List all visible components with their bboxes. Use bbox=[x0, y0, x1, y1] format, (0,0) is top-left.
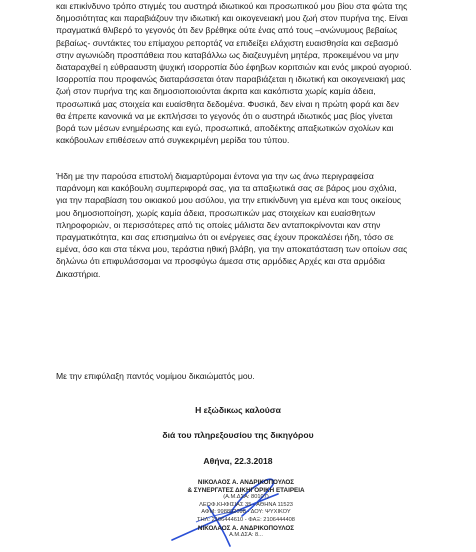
paragraph-2-line: εμένα, όσο και στα τέκνα μου, τεράστια ηθική βλάβη, για την αποκατάσταση των οποίων σας bbox=[56, 244, 408, 255]
paragraph-2-line: παράνομη και κακόβουλη συμπεριφορά σας, για τα απαξιωτικά σας σε βάρος μου σχόλια, bbox=[56, 183, 397, 194]
paragraph-3: Με την επιφύλαξη παντός νομίμου δικαιώματός μου. bbox=[56, 371, 255, 381]
paragraph-1-line: προσωπικά μας στοιχεία και ευαίσθητα δεδομένα. Φυσικά, δεν είναι η πρώτη φορά και δεν bbox=[56, 98, 399, 109]
paragraph-2-line: μου δημοσιοποίηση, χωρίς καμία άδεια, προσωπικών μας στοιχείων και ευαίσθητων bbox=[56, 207, 376, 218]
paragraph-2-line: Ήδη με την παρούσα επιστολή διαμαρτύρομαι έντονα για την ως άνω περιγραφείσα bbox=[56, 171, 374, 181]
stamp-line: ΝΙΚΟΛΑΟΣ Α. ΑΝΔΡΙΚΟΠΟΥΛΟΣ bbox=[197, 479, 295, 486]
law-firm-stamp bbox=[96, 479, 396, 540]
paragraph-1-line: πραγματικά θλιβερό το γεγονός ότι δεν βρέθηκε ούτε ένας από τους –ανώνυμους βεβαίως bbox=[56, 25, 398, 36]
stamp-line: ΑΦΜ: 998802098 - ΔΟΥ: ΨΥΧΙΚΟΥ bbox=[201, 509, 291, 516]
stamp-line: ΤΗΛ: 2106444610 - ΦΑΞ: 2106444408 bbox=[197, 516, 295, 523]
paragraph-1-line: διαταραχθεί η εύθρααυστη ψυχική ισορροπία δύο έφηβων κοριτσιών και ενός μικρού αγοριού. bbox=[56, 62, 412, 73]
paragraph-1-line: βορά των μέσων ενημέρωσης και εγώ, προσωπικά, αποδέκτης απαξιωτικών σχολίων και bbox=[56, 123, 394, 134]
paragraph-2-line: πραγματικότητα, και σας επισημαίνω ότι οι ενέργειες σας έχουν προκαλέσει ήδη, τόσο σε bbox=[56, 232, 394, 243]
paragraph-2-line: για την παραβίαση του οικιακού μου ασύλου, για την επικίνδυνη για εμένα και τους οικείους bbox=[56, 195, 402, 206]
stamp-line: & ΣΥΝΕΡΓΑΤΕΣ ΔΙΚΗΓΟΡΙΚΗ ΕΤΑΙΡΕΙΑ bbox=[187, 486, 305, 494]
paragraph-1 bbox=[56, 0, 428, 146]
paragraph-1-line: κακόβουλων επιθέσεων από συγκεκριμένη μερίδα του τύπου. bbox=[56, 135, 290, 146]
signoff-title: Η εξώδικως καλούσα bbox=[195, 405, 281, 415]
paragraph-1-line: βεβαίως- συντάκτες του επίμαχου ρεπορτάζ να επιδείξει ελάχιστη ευαισθησία και σεβασμό bbox=[56, 37, 399, 48]
paragraph-1-line: Ισορροπία που προφανώς διαταράσσεται όταν παραβιάζεται η ιδιωτική και οικογενειακή μας bbox=[56, 74, 406, 85]
paragraph-1-line: θα έπρεπε κανονικά να με εκπλήσσει το γεγονός ότι ο αυστηρά ιδιωτικός μας βίος γίνεται bbox=[56, 110, 393, 121]
paragraph-1-line: στην αγωνιώδη προσπάθεια που καταβάλλω ως διαζευγμένη μητέρα, προκειμένου να μην bbox=[56, 49, 399, 60]
stamp-line: ΛΕΩΦ.ΚΗΦΙΣΙΑΣ 35 - ΑΘΗΝΑ 11523 bbox=[199, 501, 293, 508]
paragraph-1-line: ζωή στον πυρήνα της και δημοσιοποιούνται άκριτα και κακόπιστα χωρίς καμία άδεια, bbox=[56, 86, 376, 97]
stamp-line: ΝΙΚΟΛΑΟΣ Α. ΑΝΔΡΙΚΟΠΟΥΛΟΣ bbox=[197, 524, 295, 532]
stamp-line: Α.Μ.ΔΣΑ: 8... bbox=[229, 532, 263, 539]
paragraph-1-line: δημοσιότητας και παραβιάζουν την ιδιωτική και οικογενειακή μου ζωή στον πυρήνα της. Είναι bbox=[56, 13, 408, 24]
paragraph-2-line: πληροφοριών, οι περισσότερες από τις οποίες μάλιστα δεν ανταποκρίνονται καν στην bbox=[56, 219, 381, 230]
paragraph-2 bbox=[56, 170, 428, 280]
place-date: Αθήνα, 22.3.2018 bbox=[203, 456, 273, 466]
stamp-line: (Α.Μ.ΔΣΑ: 80107) bbox=[223, 494, 269, 501]
signoff-subtitle: διά του πληρεξουσίου της δικηγόρου bbox=[162, 430, 314, 440]
paragraph-2-line: Δικαστήρια. bbox=[56, 268, 101, 279]
paragraph-2-line: δηλώνω ότι επιφυλάσσομαι να προσφύγω άμεσα στις αρμόδιες Αρχές και στα αρμόδια bbox=[56, 256, 385, 267]
paragraph-1-line: και επικίνδυνο τρόπο στιγμές του αυστηρά ιδιωτικού και προσωπικού μου βίου στα φώτα της bbox=[56, 1, 408, 11]
